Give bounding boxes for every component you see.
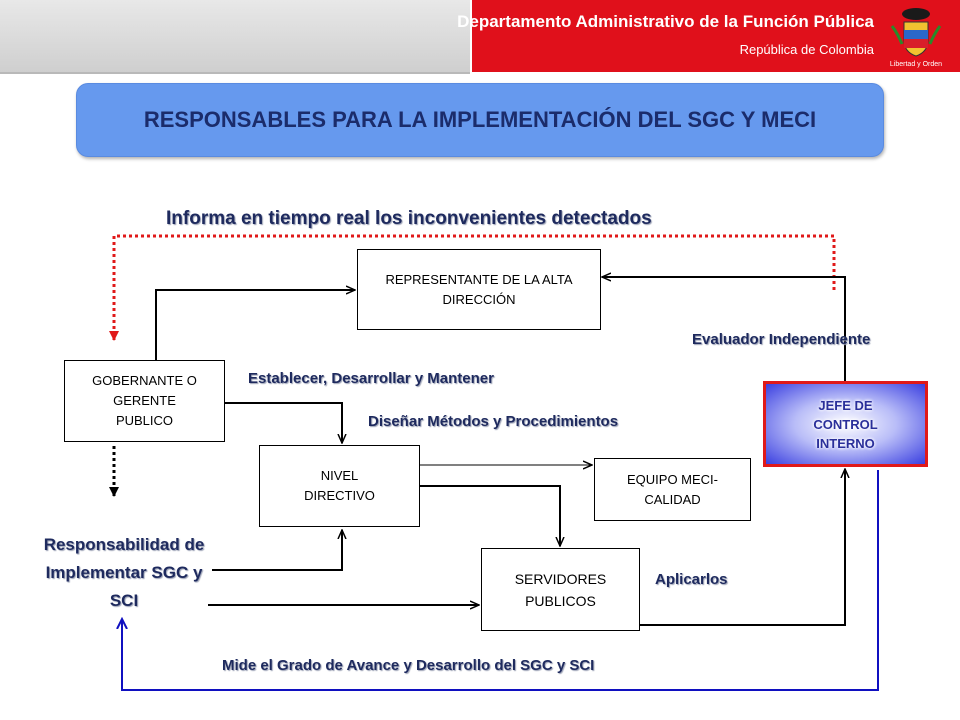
disenar-label: Diseñar Métodos y Procedimientos: [368, 413, 619, 430]
nivel-directivo-label: NIVEL DIRECTIVO: [304, 468, 375, 503]
top-feedback-label: Informa en tiempo real los inconvenientes detectados: [166, 208, 652, 229]
bottom-feedback-label: Mide el Grado de Avance y Desarrollo del SGC y SCI: [222, 657, 595, 674]
banner-title: RESPONSABLES PARA LA IMPLEMENTACIÓN DEL SGC Y MECI: [143, 107, 817, 132]
representante-box: [357, 249, 601, 330]
jefe-control-label: JEFE DE CONTROL INTERNO: [813, 397, 878, 451]
servidores-label: SERVIDORES PUBLICOS: [514, 570, 607, 609]
arrow-nivel-to-servidores: [420, 486, 560, 546]
arrow-gobernante-to-nivel: [225, 403, 342, 443]
servidores-box: [481, 548, 640, 631]
header-title: Departamento Administrativo de la Función Pública: [457, 12, 874, 31]
arrow-gobernante-to-representante: [156, 290, 355, 360]
responsabilidad-label: Responsabilidad de Implementar SGC y SCI: [43, 535, 205, 610]
crest-caption: Libertad y Orden: [889, 61, 943, 68]
representante-label: REPRESENTANTE DE LA ALTA DIRECCIÓN: [385, 271, 573, 307]
jefe-control-box: [763, 381, 928, 467]
arrow-jefe-to-representante: [602, 277, 845, 381]
equipo-label: EQUIPO MECI-CALIDAD: [626, 471, 718, 507]
establecer-label: Establecer, Desarrollar y Mantener: [248, 370, 494, 387]
aplicarlos-label: Aplicarlos: [655, 571, 728, 588]
nivel-directivo-box: [259, 445, 420, 527]
header-subtitle: República de Colombia: [739, 42, 874, 57]
equipo-box: [594, 458, 751, 521]
gobernante-label: GOBERNANTE O GERENTE PUBLICO: [92, 373, 197, 428]
gobernante-box: [64, 360, 225, 442]
evaluador-label: Evaluador Independiente: [692, 331, 871, 348]
arrow-responsabilidad-to-nivel: [212, 530, 342, 570]
